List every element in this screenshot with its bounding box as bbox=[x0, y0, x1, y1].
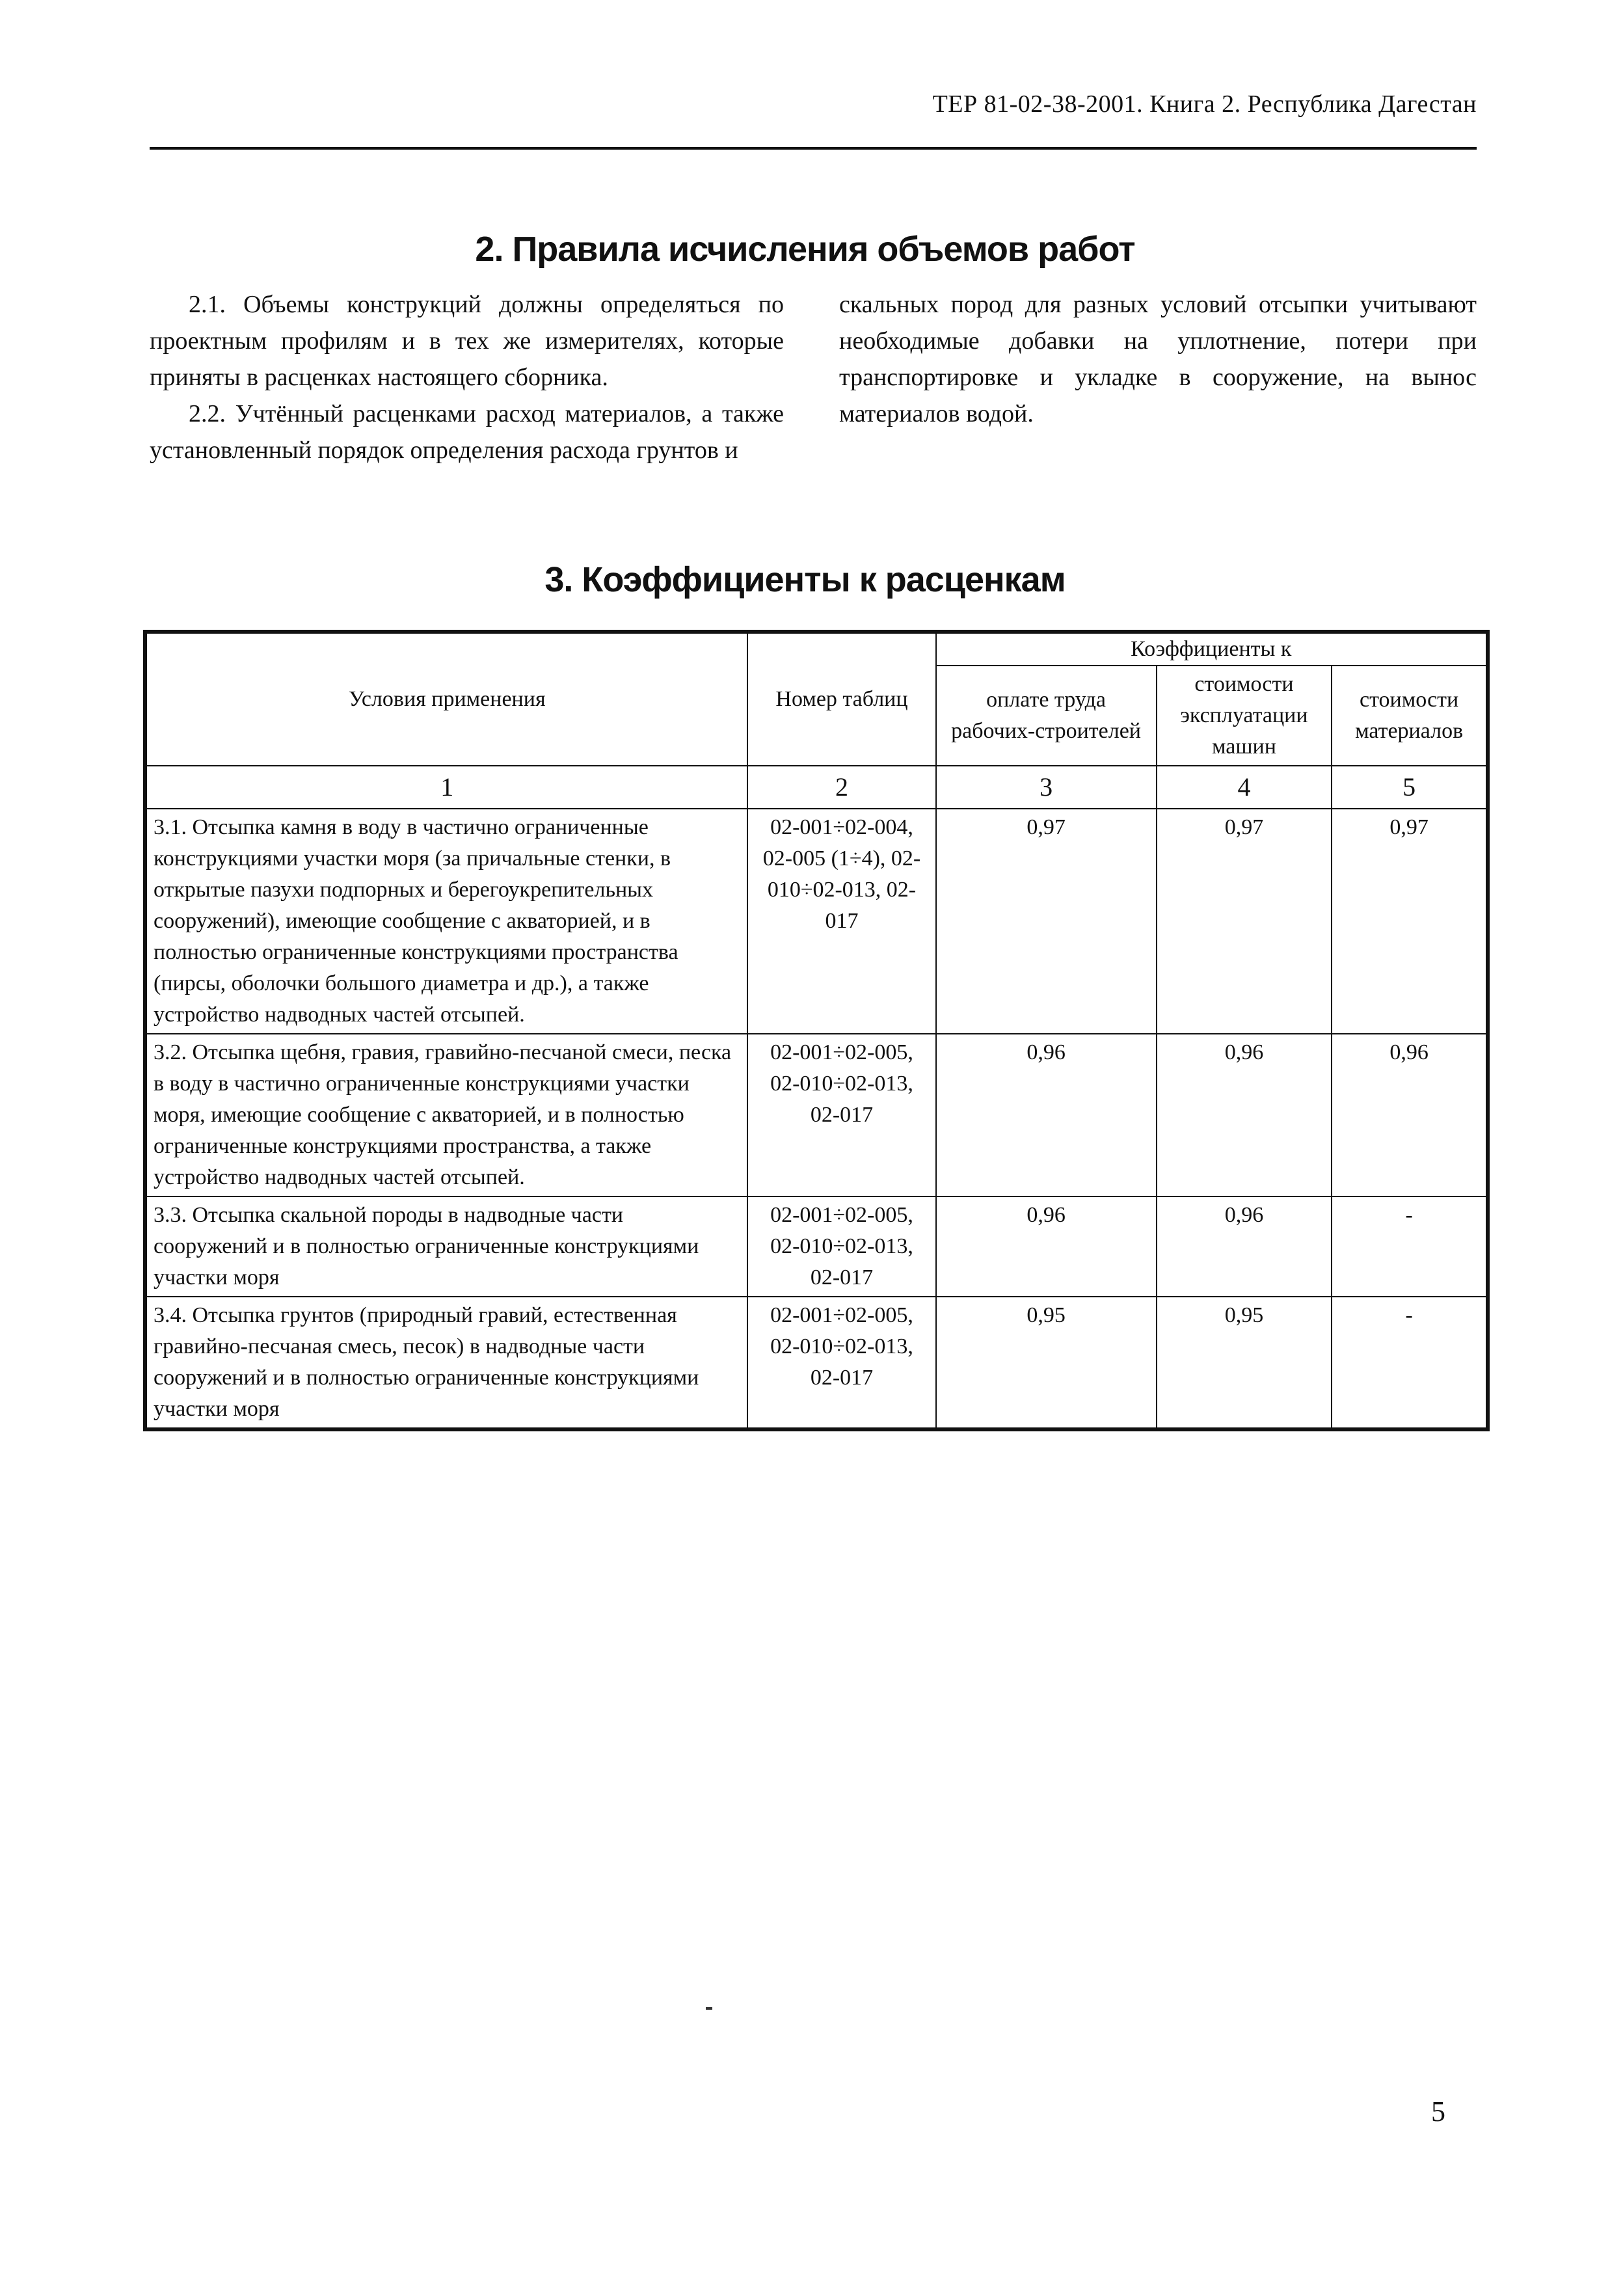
right-column bbox=[839, 286, 1477, 432]
header-coefficients-group: Коэффициенты к bbox=[936, 632, 1488, 666]
table-row bbox=[145, 1297, 1488, 1429]
header-table-numbers: Номер таблиц bbox=[747, 632, 935, 766]
table-row bbox=[145, 1034, 1488, 1196]
row-condition: 3.4. Отсыпка грунтов (природный гравий, естественная гравийно-песчаная смесь, песок) в надводные части сооружений и в полностью ограниченные конструкциями участки моря bbox=[145, 1297, 747, 1429]
col-number-1: 1 bbox=[145, 766, 747, 809]
row-materials-coef: 0,97 bbox=[1332, 809, 1488, 1034]
column-number-row bbox=[145, 766, 1488, 809]
page-number: 5 bbox=[1431, 2096, 1445, 2127]
col-number-3: 3 bbox=[936, 766, 1157, 809]
row-materials-coef: - bbox=[1332, 1297, 1488, 1429]
row-condition: 3.3. Отсыпка скальной породы в надводные части сооружений и в полностью ограниченные конструкциями участки моря bbox=[145, 1196, 747, 1297]
row-labor-coef: 0,95 bbox=[936, 1297, 1157, 1429]
header-machines: стоимости эксплуатации машин bbox=[1157, 666, 1332, 766]
col-number-2: 2 bbox=[747, 766, 935, 809]
row-condition: 3.1. Отсыпка камня в воду в частично ограниченные конструкциями участки моря (за причальные стенки, в открытые пазухи подпорных и берегоукрепительных сооружений), имеющие сообщение с акваторией, и в полностью ограниченные конструкциями пространства (пирсы, оболочки большого диаметра и др.), а также устройство надводных частей отсыпей. bbox=[145, 809, 747, 1034]
section-2-title: 2. Правила исчисления объемов работ bbox=[475, 230, 1135, 269]
row-machines-coef: 0,96 bbox=[1157, 1034, 1332, 1196]
row-tables: 02-001÷02-005, 02-010÷02-013, 02-017 bbox=[747, 1196, 935, 1297]
paragraph-2-1: 2.1. Объемы конструкций должны определяться по проектным профилям и в тех же измерителях, которые приняты в расценках настоящего сборника. bbox=[150, 291, 784, 391]
col-number-5: 5 bbox=[1332, 766, 1488, 809]
row-materials-coef: - bbox=[1332, 1196, 1488, 1297]
row-tables: 02-001÷02-004, 02-005 (1÷4), 02-010÷02-013, 02-017 bbox=[747, 809, 935, 1034]
left-column bbox=[150, 286, 784, 468]
row-machines-coef: 0,96 bbox=[1157, 1196, 1332, 1297]
col-number-4: 4 bbox=[1157, 766, 1332, 809]
header-rule bbox=[150, 147, 1477, 150]
row-tables: 02-001÷02-005, 02-010÷02-013, 02-017 bbox=[747, 1034, 935, 1196]
running-header: ТЕР 81-02-38-2001. Книга 2. Республика Дагестан bbox=[932, 90, 1477, 118]
header-labor: оплате труда рабочих-строителей bbox=[936, 666, 1157, 766]
coefficients-table bbox=[143, 630, 1490, 1431]
row-labor-coef: 0,97 bbox=[936, 809, 1157, 1034]
row-condition: 3.2. Отсыпка щебня, гравия, гравийно-песчаной смеси, песка в воду в частично ограниченные конструкциями участки моря, имеющие сообщение с акваторией, и в полностью ограниченные конструкциями пространства, а также устройство надводных частей отсыпей. bbox=[145, 1034, 747, 1196]
section-3-title: 3. Коэффициенты к расценкам bbox=[544, 560, 1066, 599]
row-labor-coef: 0,96 bbox=[936, 1196, 1157, 1297]
scan-mark bbox=[706, 2007, 712, 2010]
row-machines-coef: 0,95 bbox=[1157, 1297, 1332, 1429]
row-tables: 02-001÷02-005, 02-010÷02-013, 02-017 bbox=[747, 1297, 935, 1429]
paragraph-2-2: 2.2. Учтённый расценками расход материалов, а также установленный порядок определения расхода грунтов и bbox=[150, 400, 784, 464]
header-row-1 bbox=[145, 632, 1488, 666]
table-row bbox=[145, 809, 1488, 1034]
row-materials-coef: 0,96 bbox=[1332, 1034, 1488, 1196]
paragraph-2-2-continued: скальных пород для разных условий отсыпки учитывают необходимые добавки на уплотнение, потери при транспортировке и укладке в сооружение, на вынос материалов водой. bbox=[839, 291, 1477, 427]
row-machines-coef: 0,97 bbox=[1157, 809, 1332, 1034]
header-materials: стоимости материалов bbox=[1332, 666, 1488, 766]
header-conditions: Условия применения bbox=[145, 632, 747, 766]
table-row bbox=[145, 1196, 1488, 1297]
row-labor-coef: 0,96 bbox=[936, 1034, 1157, 1196]
